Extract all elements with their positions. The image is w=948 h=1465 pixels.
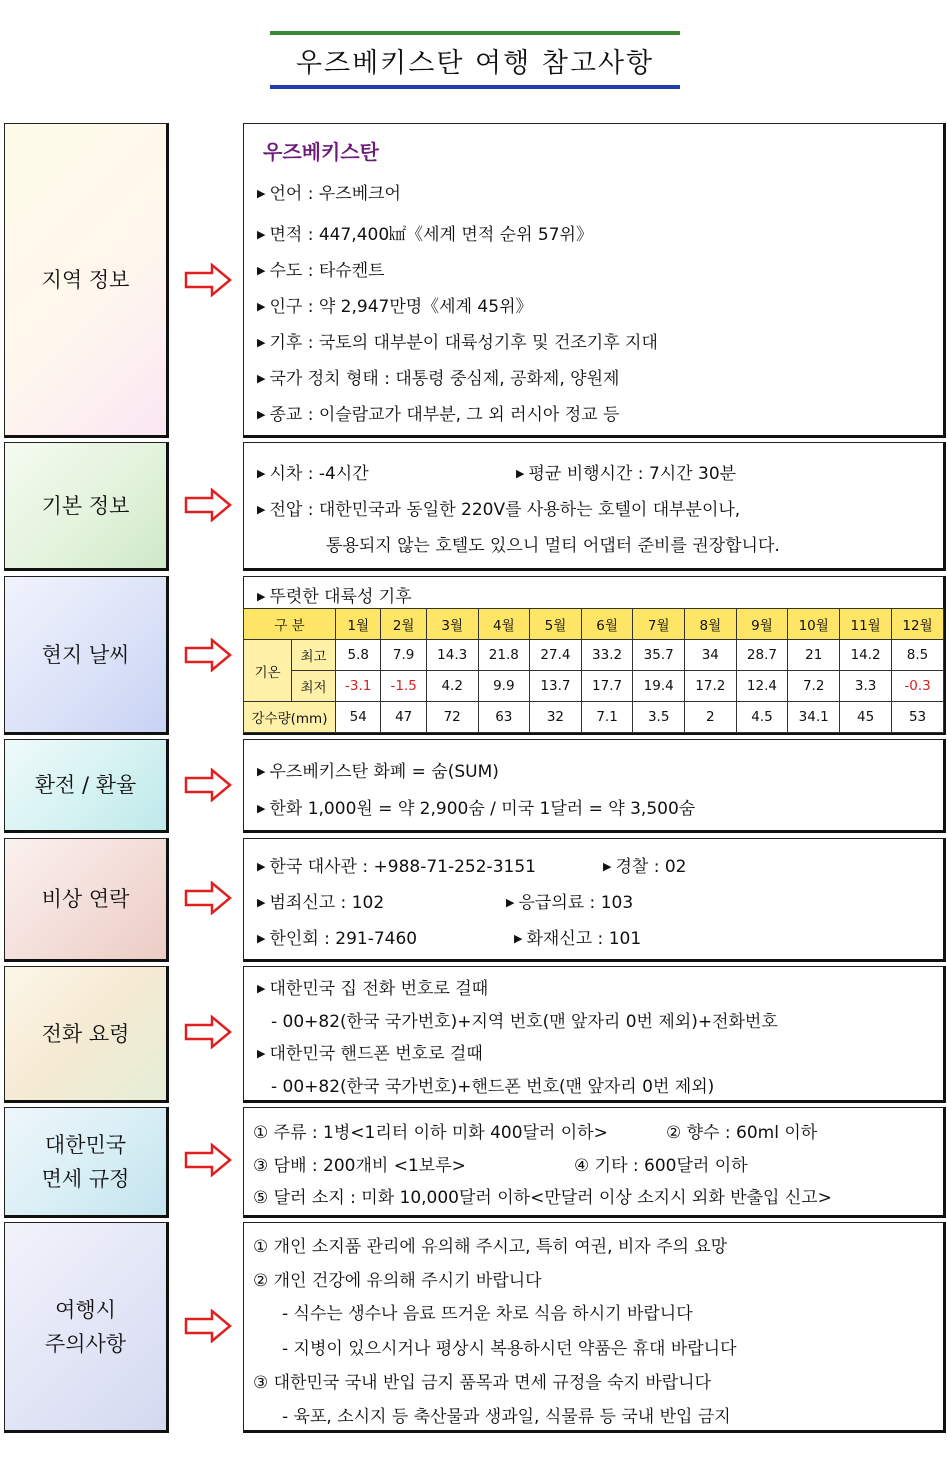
phone-content <box>243 966 946 1103</box>
month-header: 4월 <box>478 609 530 640</box>
month-header: 8월 <box>685 609 737 640</box>
section-caution <box>4 1222 946 1433</box>
caution-label-line1: 여행시 <box>55 1297 116 1322</box>
exchange-label <box>4 739 169 833</box>
crime-report: ▶ 범죄신고 : 102 <box>257 893 385 913</box>
triangle-right-icon: ▶ <box>257 590 266 603</box>
triangle-right-icon: ▶ <box>257 1047 266 1060</box>
medical: ▶ 응급의료 : 103 <box>506 893 634 913</box>
time-diff: ▶ 시차 : -4시간 <box>257 464 369 484</box>
triangle-right-icon: ▶ <box>257 503 266 516</box>
country-name: 우즈베키스탄 <box>263 140 379 164</box>
rain-cell: 72 <box>426 702 478 733</box>
caution-subitem: - 육포, 소시지 등 축산물과 생과일, 식물류 등 국내 반입 금지 <box>282 1407 731 1427</box>
max-label: 최고 <box>292 640 336 671</box>
list-item: ▶ 종교 : 이슬람교가 대부분, 그 외 러시아 정교 등 <box>257 405 620 425</box>
caution-subitem: - 지병이 있으시거나 평상시 복용하시던 약품은 휴대 바랍니다 <box>282 1339 737 1359</box>
triangle-right-icon: ▶ <box>257 264 266 277</box>
section-emergency <box>4 838 946 962</box>
weather-content <box>243 576 946 735</box>
month-header: 9월 <box>736 609 788 640</box>
table-header-label: 구 분 <box>244 609 336 640</box>
section-exchange <box>4 739 946 833</box>
home-phone-detail: - 00+82(한국 국가번호)+지역 번호(맨 앞자리 0번 제외)+전화번호 <box>271 1012 778 1032</box>
min-cell: 3.3 <box>840 671 892 702</box>
triangle-right-icon: ▶ <box>506 896 515 909</box>
min-cell: 12.4 <box>736 671 788 702</box>
max-cell: 8.5 <box>892 640 944 671</box>
max-cell: 21.8 <box>478 640 530 671</box>
caution-label-line2: 주의사항 <box>44 1331 127 1356</box>
arrow-icon <box>184 263 232 297</box>
max-cell: 35.7 <box>633 640 685 671</box>
dutyfree-item: ③ 담배 : 200개비 <1보루> <box>253 1156 466 1176</box>
region-label-text: 지역 정보 <box>41 267 130 292</box>
triangle-right-icon: ▶ <box>257 802 266 815</box>
min-cell: 19.4 <box>633 671 685 702</box>
max-cell: 5.8 <box>336 640 381 671</box>
weather-label <box>4 576 169 735</box>
arrow-icon <box>184 1143 232 1177</box>
rain-cell: 47 <box>381 702 426 733</box>
weather-label-text: 현지 날씨 <box>41 642 130 667</box>
region-content <box>243 123 946 438</box>
list-item: ▶ 수도 : 타슈켄트 <box>257 261 385 281</box>
caution-label <box>4 1222 169 1433</box>
month-header: 11월 <box>840 609 892 640</box>
rain-cell: 53 <box>892 702 944 733</box>
emergency-content <box>243 838 946 962</box>
caution-content <box>243 1222 946 1433</box>
triangle-right-icon: ▶ <box>257 860 266 873</box>
flight-time: ▶ 평균 비행시간 : 7시간 30분 <box>516 464 737 484</box>
max-cell: 27.4 <box>530 640 582 671</box>
basic-label <box>4 442 169 571</box>
triangle-right-icon: ▶ <box>257 408 266 421</box>
exchange-rate: ▶ 한화 1,000원 = 약 2,900숨 / 미국 1달러 = 약 3,500숨 <box>257 799 696 819</box>
max-cell: 7.9 <box>381 640 426 671</box>
min-label: 최저 <box>292 671 336 702</box>
min-cell: -1.5 <box>381 671 426 702</box>
section-phone <box>4 966 946 1103</box>
table-row-rain <box>244 702 944 733</box>
section-dutyfree <box>4 1107 946 1218</box>
list-item: ▶ 인구 : 약 2,947만명《세계 45위》 <box>257 297 533 317</box>
korean-association: ▶ 한인회 : 291-7460 <box>257 929 418 949</box>
month-header: 1월 <box>336 609 381 640</box>
rain-cell: 34.1 <box>788 702 840 733</box>
basic-content <box>243 442 946 571</box>
section-weather <box>4 576 946 735</box>
triangle-right-icon: ▶ <box>514 932 523 945</box>
triangle-right-icon: ▶ <box>603 860 612 873</box>
rain-label: 강수량(mm) <box>244 702 336 733</box>
min-cell: 17.2 <box>685 671 737 702</box>
max-cell: 34 <box>685 640 737 671</box>
section-basic <box>4 442 946 571</box>
rain-cell: 45 <box>840 702 892 733</box>
month-header: 12월 <box>892 609 944 640</box>
rain-cell: 4.5 <box>736 702 788 733</box>
dutyfree-item: ⑤ 달러 소지 : 미화 10,000달러 이하<만달러 이상 소지시 외화 반출입 신고> <box>253 1188 832 1208</box>
mobile-phone-title: ▶ 대한민국 핸드폰 번호로 걸때 <box>257 1044 483 1064</box>
min-cell: -0.3 <box>892 671 944 702</box>
home-phone-title: ▶ 대한민국 집 전화 번호로 걸때 <box>257 979 489 999</box>
min-cell: 9.9 <box>478 671 530 702</box>
rain-cell: 63 <box>478 702 530 733</box>
max-cell: 33.2 <box>581 640 633 671</box>
dutyfree-label <box>4 1107 169 1218</box>
arrow-icon <box>184 1015 232 1049</box>
triangle-right-icon: ▶ <box>257 896 266 909</box>
list-item: ▶ 언어 : 우즈베크어 <box>257 184 401 204</box>
weather-table <box>243 608 944 733</box>
month-header: 6월 <box>581 609 633 640</box>
page-title: 우즈베키스탄 여행 참고사항 <box>295 47 655 79</box>
caution-subitem: - 식수는 생수나 음료 뜨거운 차로 식음 하시기 바랍니다 <box>282 1304 693 1324</box>
table-row-max <box>244 640 944 671</box>
page-title-box <box>270 31 680 89</box>
police: ▶ 경찰 : 02 <box>603 857 687 877</box>
list-item: ▶ 기후 : 국토의 대부분이 대륙성기후 및 건조기후 지대 <box>257 333 658 353</box>
max-cell: 14.3 <box>426 640 478 671</box>
arrow-icon <box>184 881 232 915</box>
rain-cell: 2 <box>685 702 737 733</box>
triangle-right-icon: ▶ <box>516 467 525 480</box>
section-region <box>4 123 946 438</box>
max-cell: 28.7 <box>736 640 788 671</box>
min-cell: -3.1 <box>336 671 381 702</box>
exchange-label-text: 환전 / 환율 <box>34 773 137 797</box>
emergency-label-text: 비상 연락 <box>41 887 130 911</box>
table-header-row <box>244 609 944 640</box>
caution-item: ② 개인 건강에 유의해 주시기 바랍니다 <box>253 1271 542 1291</box>
arrow-icon <box>184 488 232 522</box>
caution-item: ① 개인 소지품 관리에 유의해 주시고, 특히 여권, 비자 주의 요망 <box>253 1237 728 1257</box>
mobile-phone-detail: - 00+82(한국 국가번호)+핸드폰 번호(맨 앞자리 0번 제외) <box>271 1077 715 1097</box>
weather-intro: ▶ 뚜렷한 대륙성 기후 <box>257 587 412 607</box>
triangle-right-icon: ▶ <box>257 372 266 385</box>
dutyfree-item: ② 향수 : 60ml 이하 <box>666 1123 818 1143</box>
embassy: ▶ 한국 대사관 : +988-71-252-3151 <box>257 857 536 877</box>
arrow-icon <box>184 768 232 802</box>
dutyfree-label-line1: 대한민국 <box>44 1132 127 1157</box>
triangle-right-icon: ▶ <box>257 932 266 945</box>
triangle-right-icon: ▶ <box>257 336 266 349</box>
triangle-right-icon: ▶ <box>257 187 266 200</box>
month-header: 5월 <box>530 609 582 640</box>
rain-cell: 32 <box>530 702 582 733</box>
basic-label-text: 기본 정보 <box>41 493 130 518</box>
triangle-right-icon: ▶ <box>257 228 266 241</box>
min-cell: 4.2 <box>426 671 478 702</box>
phone-label-text: 전화 요령 <box>41 1021 130 1046</box>
region-label <box>4 123 169 438</box>
max-cell: 14.2 <box>840 640 892 671</box>
arrow-icon <box>184 1309 232 1343</box>
fire-report: ▶ 화재신고 : 101 <box>514 929 642 949</box>
rain-cell: 3.5 <box>633 702 685 733</box>
triangle-right-icon: ▶ <box>257 982 266 995</box>
triangle-right-icon: ▶ <box>257 300 266 313</box>
temp-label: 기온 <box>244 640 292 702</box>
month-header: 2월 <box>381 609 426 640</box>
dutyfree-label-line2: 면세 규정 <box>41 1166 130 1191</box>
list-item: ▶ 국가 정치 형태 : 대통령 중심제, 공화제, 양원제 <box>257 369 620 389</box>
table-row-min <box>244 671 944 702</box>
dutyfree-item: ① 주류 : 1병<1리터 이하 미화 400달러 이하> <box>253 1123 608 1143</box>
min-cell: 7.2 <box>788 671 840 702</box>
phone-label <box>4 966 169 1103</box>
caution-item: ③ 대한민국 국내 반입 금지 품목과 면세 규정을 숙지 바랍니다 <box>253 1373 712 1393</box>
list-item: ▶ 면적 : 447,400㎢《세계 면적 순위 57위》 <box>257 225 593 245</box>
max-cell: 21 <box>788 640 840 671</box>
dutyfree-content <box>243 1107 946 1218</box>
triangle-right-icon: ▶ <box>257 467 266 480</box>
triangle-right-icon: ▶ <box>257 765 266 778</box>
emergency-label <box>4 838 169 962</box>
dutyfree-item: ④ 기타 : 600달러 이하 <box>574 1156 748 1176</box>
rain-cell: 54 <box>336 702 381 733</box>
month-header: 7월 <box>633 609 685 640</box>
currency: ▶ 우즈베키스탄 화폐 = 숨(SUM) <box>257 762 499 782</box>
month-header: 3월 <box>426 609 478 640</box>
exchange-content <box>243 739 946 833</box>
min-cell: 17.7 <box>581 671 633 702</box>
arrow-icon <box>184 638 232 672</box>
voltage-continued: 통용되지 않는 호텔도 있으니 멀티 어댑터 준비를 권장합니다. <box>326 536 780 556</box>
rain-cell: 7.1 <box>581 702 633 733</box>
month-header: 10월 <box>788 609 840 640</box>
min-cell: 13.7 <box>530 671 582 702</box>
voltage: ▶ 전압 : 대한민국과 동일한 220V를 사용하는 호텔이 대부분이나, <box>257 500 741 520</box>
